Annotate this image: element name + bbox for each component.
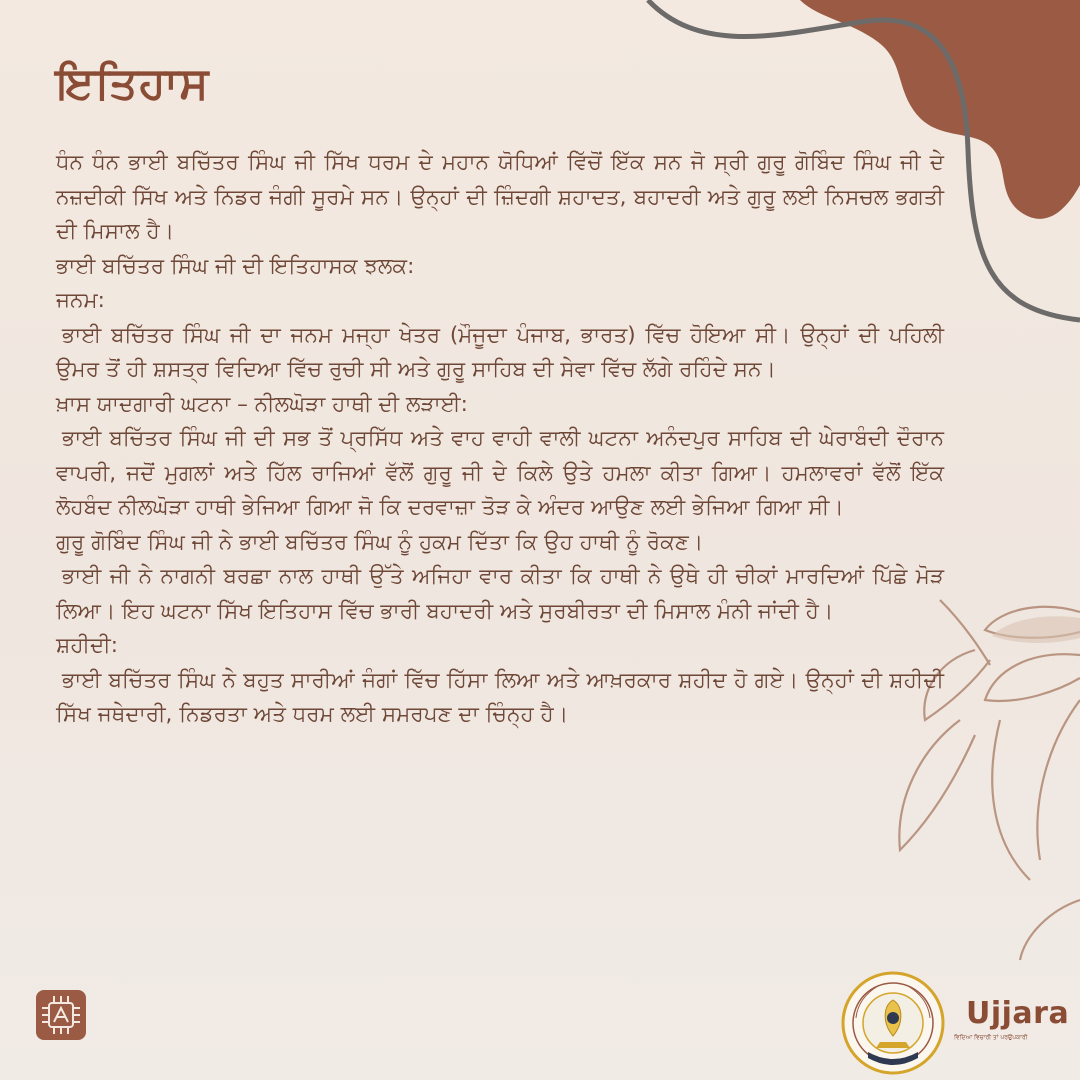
article-body [56, 146, 944, 733]
ujjara-seal-logo-icon [838, 968, 948, 1078]
page-title: ਇਤਿਹਾਸ [56, 58, 210, 109]
martyrdom-paragraph: ਭਾਈ ਬਚਿੱਤਰ ਸਿੰਘ ਨੇ ਬਹੁਤ ਸਾਰੀਆਂ ਜੰਗਾਂ ਵਿੱਚ ਹਿੱਸਾ ਲਿਆ ਅਤੇ ਆਖ਼ਰਕਾਰ ਸ਼ਹੀਦ ਹੋ ਗਏ। ਉਨ੍ਹਾਂ ਦੀ ਸ਼ਹੀਦੀ ਸਿੱਖ ਜਥੇਦਾਰੀ, ਨਿਡਰਤਾ ਅਤੇ ਧਰਮ ਲਈ ਸਮਰਪਣ ਦਾ ਚਿੰਨ੍ਹ ਹੈ। [56, 667, 944, 727]
section-heading-birth: ਜਨਮ: [56, 288, 105, 313]
event-paragraph: ਭਾਈ ਬਚਿੱਤਰ ਸਿੰਘ ਜੀ ਦੀ ਸਭ ਤੋਂ ਪ੍ਰਸਿੱਧ ਅਤੇ ਵਾਹ ਵਾਹੀ ਵਾਲੀ ਘਟਨਾ ਅਨੰਦਪੁਰ ਸਾਹਿਬ ਦੀ ਘੇਰਾਬੰਦੀ ਦੌਰਾਨ ਵਾਪਰੀ, ਜਦੋਂ ਮੁਗਲਾਂ ਅਤੇ ਹਿੱਲ ਰਾਜਿਆਂ ਵੱਲੋਂ ਗੁਰੂ ਜੀ ਦੇ ਕਿਲੇ ਉਤੇ ਹਮਲਾ ਕੀਤਾ ਗਿਆ। ਹਮਲਾਵਰਾਂ ਵੱਲੋਂ ਇੱਕ ਲੋਹਬੰਦ ਨੀਲਘੋੜਾ ਹਾਥੀ ਭੇਜਿਆ ਗਿਆ ਜੋ ਕਿ ਦਰਵਾਜ਼ਾ ਤੋੜ ਕੇ ਅੰਦਰ ਆਉਣ ਲਈ ਭੇਜਿਆ ਗਿਆ ਸੀ। [56, 426, 944, 520]
intro-paragraph: ਧੰਨ ਧੰਨ ਭਾਈ ਬਚਿੱਤਰ ਸਿੰਘ ਜੀ ਸਿੱਖ ਧਰਮ ਦੇ ਮਹਾਨ ਯੋਧਿਆਂ ਵਿੱਚੋਂ ਇੱਕ ਸਨ ਜੋ ਸ੍ਰੀ ਗੁਰੂ ਗੋਬਿੰਦ ਸਿੰਘ ਜੀ ਦੇ ਨਜ਼ਦੀਕੀ ਸਿੱਖ ਅਤੇ ਨਿਡਰ ਜੰਗੀ ਸੂਰਮੇ ਸਨ। ਉਨ੍ਹਾਂ ਦੀ ਜ਼ਿੰਦਗੀ ਸ਼ਹਾਦਤ, ਬਹਾਦਰੀ ਅਤੇ ਗੁਰੂ ਲਈ ਨਿਸਚਲ ਭਗਤੀ ਦੀ ਮਿਸਾਲ ਹੈ। [56, 150, 944, 244]
brand-tagline: ਵਿਦਿਆ ਵਿਚਾਰੀ ਤਾਂ ਪਰਉਪਕਾਰੀ [954, 1034, 1028, 1041]
birth-paragraph: ਭਾਈ ਬਚਿੱਤਰ ਸਿੰਘ ਜੀ ਦਾ ਜਨਮ ਮਜ੍ਹਾ ਖੇਤਰ (ਮੌਜੂਦਾ ਪੰਜਾਬ, ਭਾਰਤ) ਵਿੱਚ ਹੋਇਆ ਸੀ। ਉਨ੍ਹਾਂ ਦੀ ਪਹਿਲੀ ਉਮਰ ਤੋਂ ਹੀ ਸ਼ਸਤ੍ਰ ਵਿਦਿਆ ਵਿੱਚ ਰੁਚੀ ਸੀ ਅਤੇ ਗੁਰੂ ਸਾਹਿਬ ਦੀ ਸੇਵਾ ਵਿੱਚ ਲੱਗੇ ਰਹਿੰਦੇ ਸਨ। [56, 322, 944, 382]
leaf-fill-shape [992, 616, 1080, 643]
section-heading-event: ਖ਼ਾਸ ਯਾਦਗਾਰੀ ਘਟਨਾ – ਨੀਲਘੋੜਾ ਹਾਥੀ ਦੀ ਲੜਾਈ: [56, 391, 468, 417]
order-paragraph: ਗੁਰੂ ਗੋਬਿੰਦ ਸਿੰਘ ਜੀ ਨੇ ਭਾਈ ਬਚਿੱਤਰ ਸਿੰਘ ਨੂੰ ਹੁਕਮ ਦਿੱਤਾ ਕਿ ਉਹ ਹਾਥੀ ਨੂੰ ਰੋਕਣ। [56, 529, 704, 555]
section-heading-overview: ਭਾਈ ਬਚਿੱਤਰ ਸਿੰਘ ਜੀ ਦੀ ਇਤਿਹਾਸਕ ਝਲਕ: [56, 253, 415, 279]
circuit-chip-logo-icon [36, 990, 86, 1040]
section-heading-martyrdom: ਸ਼ਹੀਦੀ: [56, 633, 118, 658]
attack-paragraph: ਭਾਈ ਜੀ ਨੇ ਨਾਗਨੀ ਬਰਛਾ ਨਾਲ ਹਾਥੀ ਉੱਤੇ ਅਜਿਹਾ ਵਾਰ ਕੀਤਾ ਕਿ ਹਾਥੀ ਨੇ ਉਥੇ ਹੀ ਚੀਕਾਂ ਮਾਰਦਿਆਂ ਪਿੱਛੇ ਮੋੜ ਲਿਆ। ਇਹ ਘਟਨਾ ਸਿੱਖ ਇਤਿਹਾਸ ਵਿੱਚ ਭਾਰੀ ਬਹਾਦਰੀ ਅਤੇ ਸੁਰਬੀਰਤਾ ਦੀ ਮਿਸਾਲ ਮੰਨੀ ਜਾਂਦੀ ਹੈ। [56, 564, 944, 624]
brand-name: Ujjara [966, 996, 1070, 1031]
